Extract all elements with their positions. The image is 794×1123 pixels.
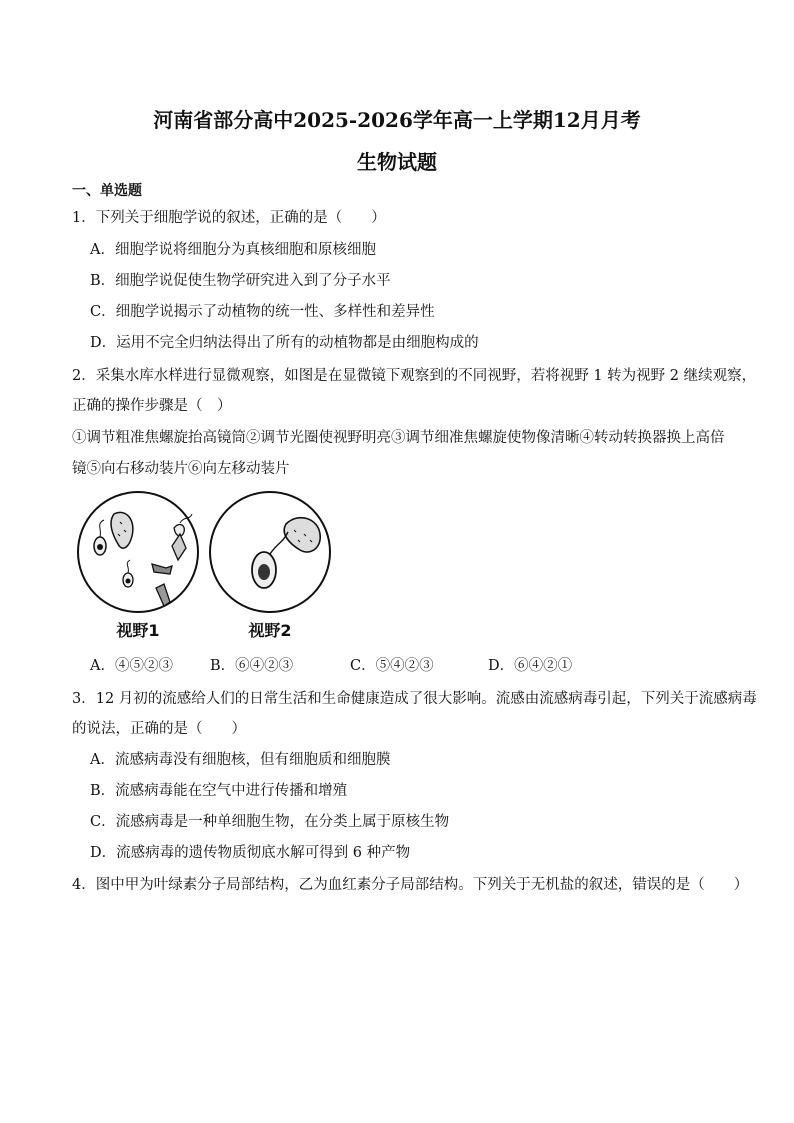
question-3-option-a: A．流感病毒没有细胞核，但有细胞质和细胞膜 (90, 752, 391, 768)
question-2-stem-line-2: 正确的操作步骤是（ ） (72, 398, 232, 414)
question-4-stem: 4．图中甲为叶绿素分子局部结构，乙为血红素分子局部结构。下列关于无机盐的叙述，错误的是（ ） (72, 877, 749, 893)
question-1-option-c: C．细胞学说揭示了动植物的统一性、多样性和差异性 (90, 304, 435, 320)
question-3-option-c: C．流感病毒是一种单细胞生物，在分类上属于原核生物 (90, 814, 450, 830)
question-2-steps-line-1: ①调节粗准焦螺旋抬高镜筒②调节光圈使视野明亮③调节细准焦螺旋使物像清晰④转动转换器换上高倍 (72, 430, 725, 446)
question-2-steps-line-2: 镜⑤向右移动装片⑥向左移动装片 (72, 461, 290, 477)
question-2-option-c: C．⑤④②③ (350, 658, 434, 674)
question-3-option-b: B．流感病毒能在空气中进行传播和增殖 (90, 783, 348, 799)
question-2-option-d: D．⑥④②① (488, 658, 573, 674)
section-heading: 一、单选题 (72, 183, 142, 199)
field-1-label: 视野1 (116, 621, 160, 640)
question-2-option-b: B．⑥④②③ (210, 658, 294, 674)
exam-subtitle: 生物试题 (357, 150, 437, 174)
microscope-fields-figure (74, 490, 344, 640)
field-of-view-1 (78, 492, 198, 612)
question-1-stem: 1．下列关于细胞学说的叙述，正确的是（ ） (72, 210, 386, 226)
question-1-option-d: D．运用不完全归纳法得出了所有的动植物都是由细胞构成的 (90, 335, 479, 351)
question-2-option-a: A．④⑤②③ (90, 658, 173, 674)
question-3-stem-line-2: 的说法，正确的是（ ） (72, 721, 246, 737)
question-3-stem-line-1: 3．12 月初的流感给人们的日常生活和生命健康造成了很大影响。流感由流感病毒引起，下列关于流感病毒 (72, 691, 757, 707)
question-3-option-d: D．流感病毒的遗传物质彻底水解可得到 6 种产物 (90, 845, 411, 861)
question-2-stem-line-1: 2．采集水库水样进行显微观察，如图是在显微镜下观察到的不同视野，若将视野 1 转为视野 2 继续观察， (72, 368, 757, 384)
question-1-option-a: A．细胞学说将细胞分为真核细胞和原核细胞 (90, 242, 376, 258)
exam-title: 河南省部分高中2025-2026学年高一上学期12月月考 (153, 108, 641, 132)
field-of-view-2 (210, 492, 330, 612)
field-2-label: 视野2 (248, 621, 292, 640)
question-1-option-b: B．细胞学说促使生物学研究进入到了分子水平 (90, 273, 391, 289)
